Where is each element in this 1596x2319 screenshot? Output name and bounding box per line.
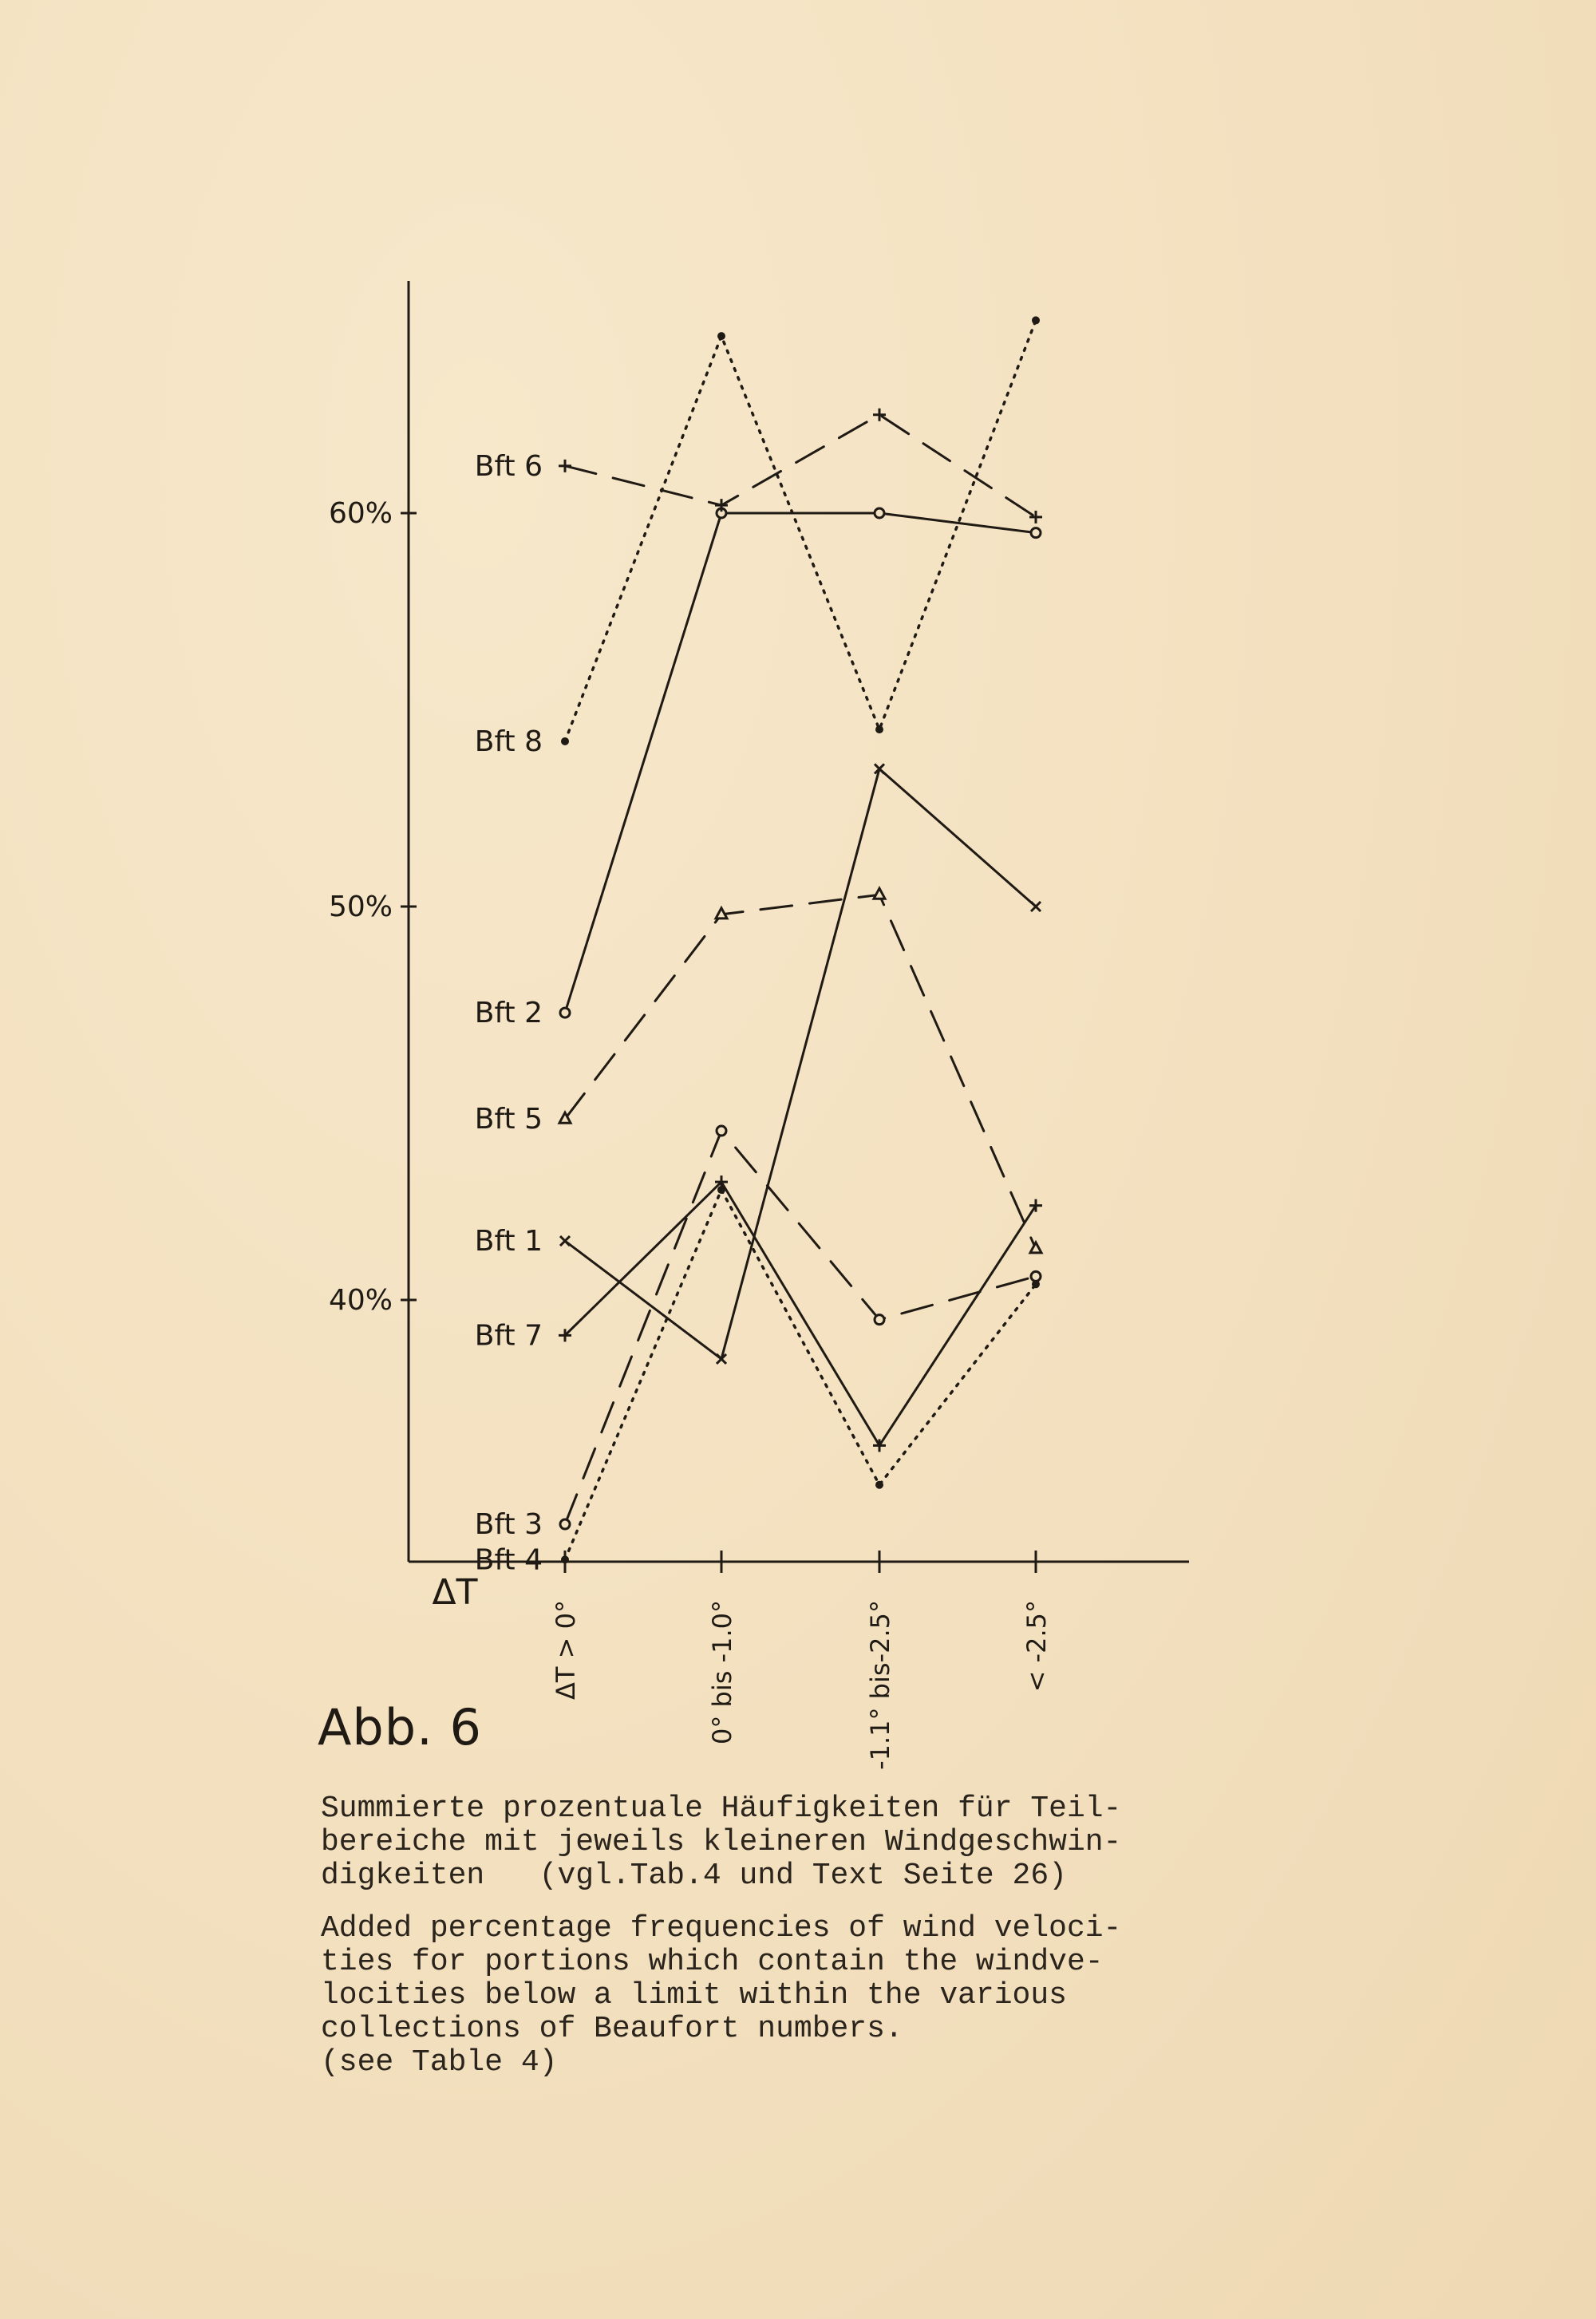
data-point bbox=[875, 508, 884, 518]
data-point bbox=[875, 1315, 884, 1325]
x-tick-label: ΔT > 0° bbox=[551, 1600, 581, 1700]
series-label: Bft 4 bbox=[474, 1543, 543, 1577]
data-point bbox=[873, 1439, 886, 1452]
data-point bbox=[1030, 1242, 1041, 1253]
series-line bbox=[565, 1190, 1036, 1559]
series-line bbox=[565, 513, 1036, 1013]
series-line bbox=[565, 895, 1036, 1249]
data-point bbox=[717, 332, 725, 340]
series-label: Bft 3 bbox=[474, 1508, 543, 1542]
data-point bbox=[717, 1126, 726, 1136]
caption-line: Summierte prozentuale Häufigkeiten für Teil- bbox=[321, 1792, 1122, 1826]
data-point bbox=[875, 725, 883, 733]
series-labels bbox=[475, 450, 543, 1577]
series-label: Bft 8 bbox=[474, 725, 543, 758]
series-line bbox=[565, 1182, 1036, 1445]
series-label: Bft 7 bbox=[474, 1319, 543, 1353]
data-point bbox=[1031, 902, 1041, 911]
y-tick-label: 40% bbox=[328, 1284, 393, 1317]
caption-line: digkeiten (vgl.Tab.4 und Text Seite 26) bbox=[321, 1859, 1067, 1893]
x-tick-label: 0° bis -1.0° bbox=[707, 1600, 737, 1745]
series-line bbox=[565, 320, 1036, 741]
data-point bbox=[874, 888, 885, 899]
caption-line: bereiche mit jeweils kleineren Windgeschwin- bbox=[321, 1825, 1122, 1859]
series-markers bbox=[559, 316, 1042, 1563]
series-line bbox=[565, 768, 1036, 1358]
series-label: Bft 2 bbox=[474, 997, 543, 1030]
data-point bbox=[560, 1236, 570, 1246]
caption-line: locities below a limit within the various bbox=[321, 1978, 1067, 2013]
data-point bbox=[1032, 1280, 1040, 1288]
data-point bbox=[559, 460, 571, 472]
data-point bbox=[561, 737, 569, 745]
data-point bbox=[1031, 1271, 1041, 1281]
data-point bbox=[1031, 528, 1041, 538]
caption-line: collections of Beaufort numbers. bbox=[321, 2012, 903, 2046]
data-point bbox=[716, 908, 727, 919]
caption-line: (see Table 4) bbox=[321, 2045, 558, 2080]
data-point bbox=[873, 409, 886, 421]
y-tick-label: 60% bbox=[328, 497, 393, 530]
data-point bbox=[875, 1481, 883, 1489]
series-label: Bft 6 bbox=[474, 449, 543, 483]
series-line bbox=[565, 1131, 1036, 1524]
x-tick-label: < -2.5° bbox=[1021, 1600, 1052, 1693]
series-label: Bft 5 bbox=[474, 1103, 543, 1136]
x-tick-label: -1.1° bis-2.5° bbox=[865, 1600, 895, 1770]
caption-german bbox=[321, 1792, 1121, 1893]
data-point bbox=[1032, 316, 1040, 324]
y-tick-label: 50% bbox=[328, 891, 393, 923]
caption-english bbox=[321, 1912, 1121, 2080]
series-label: Bft 1 bbox=[474, 1225, 543, 1258]
data-point bbox=[560, 1519, 570, 1529]
x-axis-title: ΔT bbox=[432, 1572, 478, 1613]
series-lines bbox=[565, 320, 1036, 1559]
data-point bbox=[1029, 511, 1042, 523]
data-point bbox=[561, 1555, 569, 1563]
data-point bbox=[1029, 1199, 1042, 1212]
caption-line: ties for portions which contain the windve- bbox=[321, 1945, 1104, 1979]
figure-label: Abb. 6 bbox=[318, 1698, 482, 1756]
axes bbox=[329, 281, 1189, 1770]
caption-line: Added percentage frequencies of wind veloci- bbox=[321, 1911, 1122, 1946]
data-point bbox=[560, 1008, 570, 1017]
